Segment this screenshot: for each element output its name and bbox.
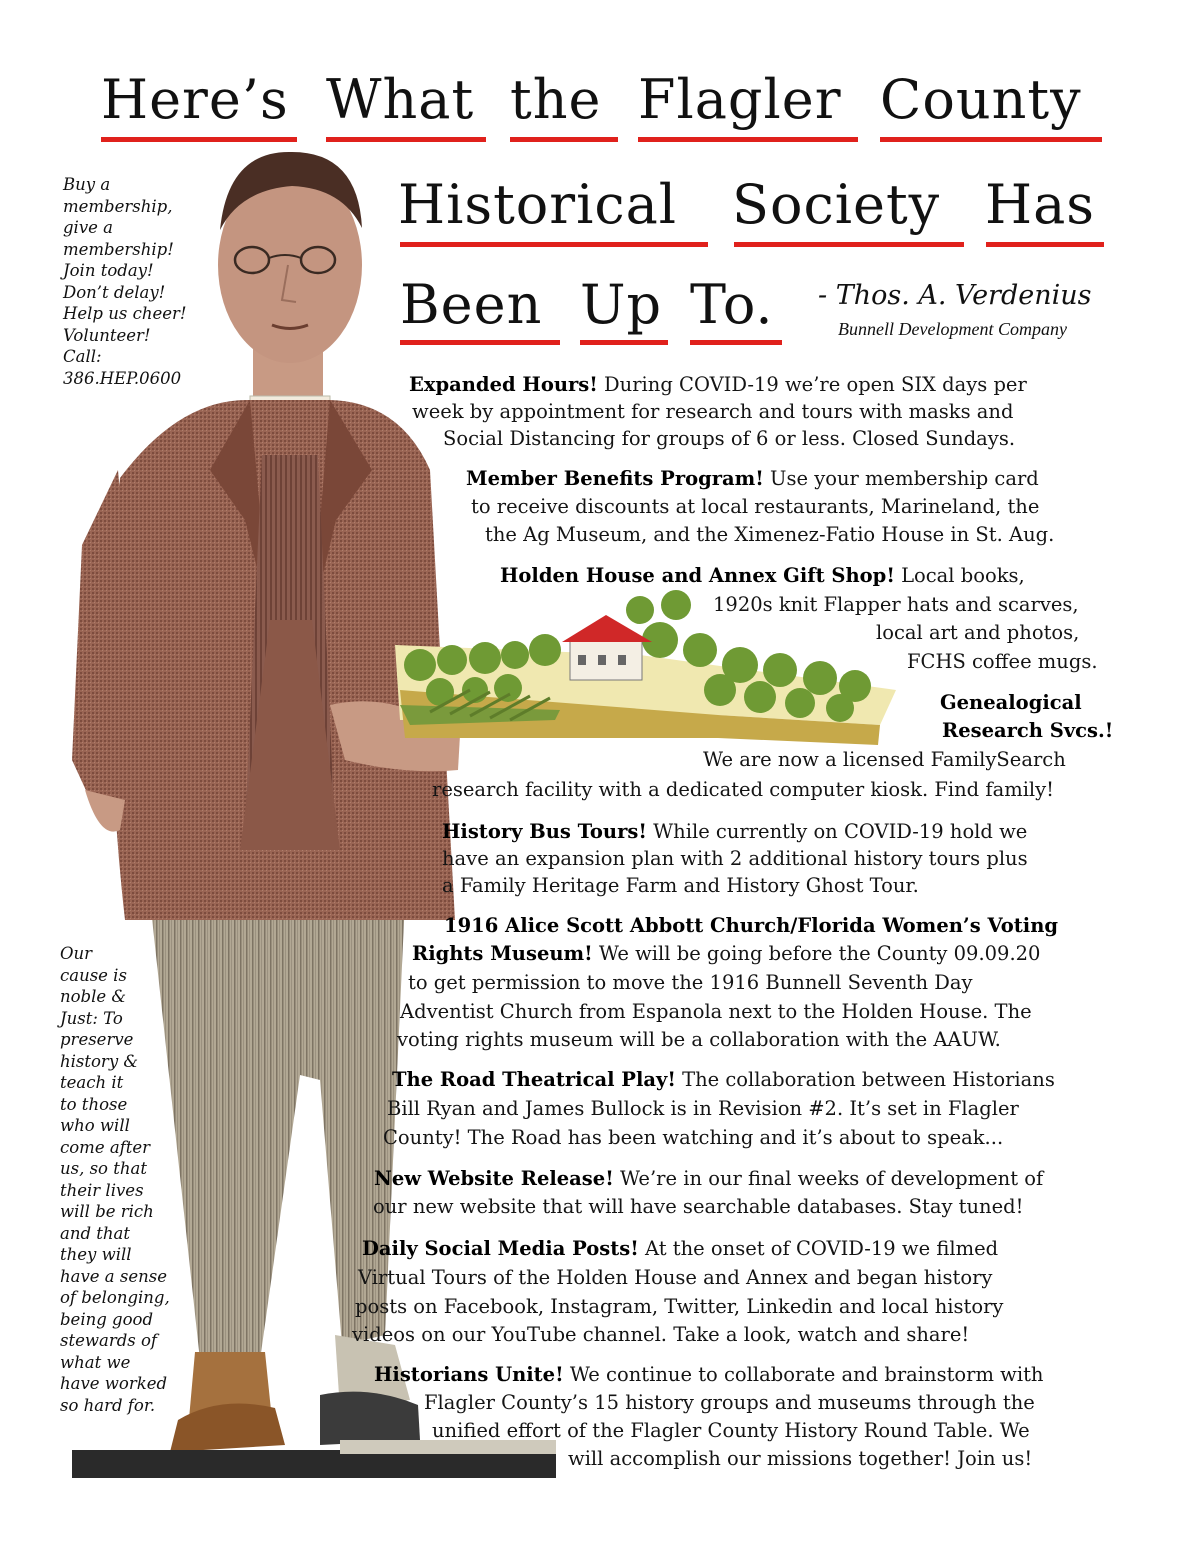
title-word: Up <box>580 273 663 336</box>
section-text: During COVID-19 we’re open SIX days per <box>597 373 1027 396</box>
red-underline <box>880 137 1102 142</box>
section-line <box>500 563 1025 589</box>
side-note-line: being good <box>60 1309 154 1329</box>
section-text: We’re in our final weeks of development of <box>613 1167 1044 1190</box>
side-note-line: Just: To <box>60 1008 123 1028</box>
red-underline <box>400 242 708 247</box>
section-line: research facility with a dedicated computer kiosk. Find family! <box>432 778 1055 801</box>
section-line: We are now a licensed FamilySearch <box>703 748 1066 771</box>
section-heading: 1916 Alice Scott Abbott Church/Florida Women’s Voting <box>444 914 1059 937</box>
section-heading: History Bus Tours! <box>442 820 647 843</box>
section-heading: Member Benefits Program! <box>466 467 764 490</box>
side-note-line: and that <box>60 1223 130 1243</box>
title-word: To. <box>690 273 774 336</box>
section-line <box>940 690 1082 716</box>
title-word: What <box>326 68 475 131</box>
section-heading: New Website Release! <box>374 1167 614 1190</box>
section-text: We continue to collaborate and brainstorm with <box>563 1363 1044 1386</box>
man-head <box>218 152 362 412</box>
section-heading: Expanded Hours! <box>409 373 598 396</box>
section-line: our new website that will have searchable databases. Stay tuned! <box>373 1195 1024 1218</box>
side-note-phone: 386.HEP.0600 <box>63 368 182 388</box>
section-heading: Holden House and Annex Gift Shop! <box>500 564 895 587</box>
red-underline <box>734 242 964 247</box>
side-note-line: membership, <box>63 196 173 216</box>
section-line: County! The Road has been watching and it’s about to speak... <box>383 1126 1004 1149</box>
section-line: videos on our YouTube channel. Take a look, watch and share! <box>352 1323 970 1346</box>
section-line <box>942 718 1113 744</box>
side-note-line: noble & <box>60 987 127 1006</box>
side-note-line: Buy a <box>63 175 111 194</box>
title-word: the <box>510 68 602 131</box>
attribution-company: Bunnell Development Company <box>838 319 1067 339</box>
shoes <box>170 1335 420 1452</box>
side-note-line: to those <box>60 1094 128 1114</box>
side-note-line: Don’t delay! <box>63 282 166 302</box>
section-line: to receive discounts at local restaurants, Marineland, the <box>471 495 1040 518</box>
model-house <box>562 615 652 680</box>
section-line <box>374 1166 1043 1192</box>
section-heading: Research Svcs.! <box>942 719 1114 742</box>
section-line <box>444 913 1058 939</box>
side-note-line: come after <box>60 1137 151 1157</box>
title-word: Historical <box>398 173 678 236</box>
section-line: 1920s knit Flapper hats and scarves, <box>713 593 1079 616</box>
section-line: FCHS coffee mugs. <box>907 650 1098 673</box>
side-note-line: teach it <box>60 1073 124 1092</box>
red-underline <box>101 137 297 142</box>
side-note-line: Our <box>60 944 93 963</box>
side-note-line: have worked <box>60 1374 168 1393</box>
side-note-line: will be rich <box>60 1202 154 1221</box>
red-underline <box>510 137 618 142</box>
section-line: have an expansion plan with 2 additional history tours plus <box>442 847 1028 870</box>
section-line: to get permission to move the 1916 Bunnell Seventh Day <box>408 971 973 994</box>
trousers <box>150 900 405 1360</box>
section-line: Social Distancing for groups of 6 or less. Closed Sundays. <box>443 427 1016 450</box>
section-text: At the onset of COVID-19 we filmed <box>638 1237 999 1260</box>
section-line: Bill Ryan and James Bullock is in Revision #2. It’s set in Flagler <box>387 1097 1019 1120</box>
red-underline <box>400 340 560 345</box>
red-underline <box>580 340 668 345</box>
side-note-line: preserve <box>60 1030 134 1049</box>
side-note-line: us, so that <box>60 1159 147 1178</box>
title-word: Has <box>985 173 1095 236</box>
section-line <box>412 941 1040 967</box>
section-line: the Ag Museum, and the Ximenez-Fatio House in St. Aug. <box>485 523 1055 546</box>
section-line: will accomplish our missions together! Join us! <box>568 1447 1033 1470</box>
section-text: We will be going before the County 09.09.20 <box>592 942 1041 965</box>
side-note-line: Call: <box>63 347 102 366</box>
title-word: Here’s <box>101 68 289 131</box>
side-note-line: Volunteer! <box>63 325 151 345</box>
section-line <box>374 1362 1043 1388</box>
base-shadow <box>72 1450 556 1478</box>
side-note-line: Join today! <box>63 261 154 280</box>
side-note-line: what we <box>60 1352 131 1372</box>
red-underline <box>690 340 782 345</box>
side-note-line: who will <box>60 1116 130 1135</box>
section-line <box>466 466 1039 492</box>
side-note-line: have a sense <box>60 1266 167 1286</box>
red-underline <box>638 137 858 142</box>
section-line <box>362 1236 998 1262</box>
section-line: Adventist Church from Espanola next to the Holden House. The <box>400 1000 1032 1023</box>
title-word: Flagler <box>638 68 842 131</box>
attribution-name: - Thos. A. Verdenius <box>818 280 1092 311</box>
side-note-line: their lives <box>60 1180 144 1200</box>
section-heading: Daily Social Media Posts! <box>362 1237 639 1260</box>
section-line: Flagler County’s 15 history groups and museums through the <box>424 1391 1035 1414</box>
section-line: week by appointment for research and tours with masks and <box>412 400 1014 423</box>
red-underline <box>326 137 486 142</box>
side-note-mission <box>60 943 170 1416</box>
side-note-membership <box>63 174 187 389</box>
title-word: Been <box>400 273 543 336</box>
title-word: County <box>880 68 1082 131</box>
section-line: Virtual Tours of the Holden House and Annex and began history <box>358 1266 993 1289</box>
section-line: a Family Heritage Farm and History Ghost Tour. <box>442 874 919 897</box>
side-note-line: history & <box>60 1051 139 1071</box>
section-text: Local books, <box>894 564 1025 587</box>
section-text: The collaboration between Historians <box>675 1068 1055 1091</box>
side-note-line: cause is <box>60 965 127 985</box>
side-note-line: so hard for. <box>60 1395 156 1415</box>
section-line: local art and photos, <box>876 621 1080 644</box>
section-line <box>409 372 1027 398</box>
red-underline <box>986 242 1104 247</box>
side-note-line: membership! <box>63 239 174 259</box>
section-line: posts on Facebook, Instagram, Twitter, Linkedin and local history <box>355 1295 1004 1318</box>
side-note-line: stewards of <box>60 1331 158 1350</box>
section-heading: Historians Unite! <box>374 1363 564 1386</box>
section-text: Use your membership card <box>763 467 1039 490</box>
title-word: Society <box>732 173 941 236</box>
section-heading: Genealogical <box>940 691 1082 714</box>
side-note-line: Help us cheer! <box>63 304 187 323</box>
side-note-line: give a <box>63 218 114 237</box>
section-heading: Rights Museum! <box>412 942 593 965</box>
side-note-line: they will <box>60 1245 132 1264</box>
section-heading: The Road Theatrical Play! <box>392 1068 676 1091</box>
section-text: While currently on COVID-19 hold we <box>646 820 1028 843</box>
side-note-line: of belonging, <box>60 1288 170 1307</box>
section-line: voting rights museum will be a collaboration with the AAUW. <box>397 1028 1001 1051</box>
section-line <box>392 1067 1055 1093</box>
section-line: unified effort of the Flagler County History Round Table. We <box>432 1419 1030 1442</box>
section-line <box>442 819 1027 845</box>
